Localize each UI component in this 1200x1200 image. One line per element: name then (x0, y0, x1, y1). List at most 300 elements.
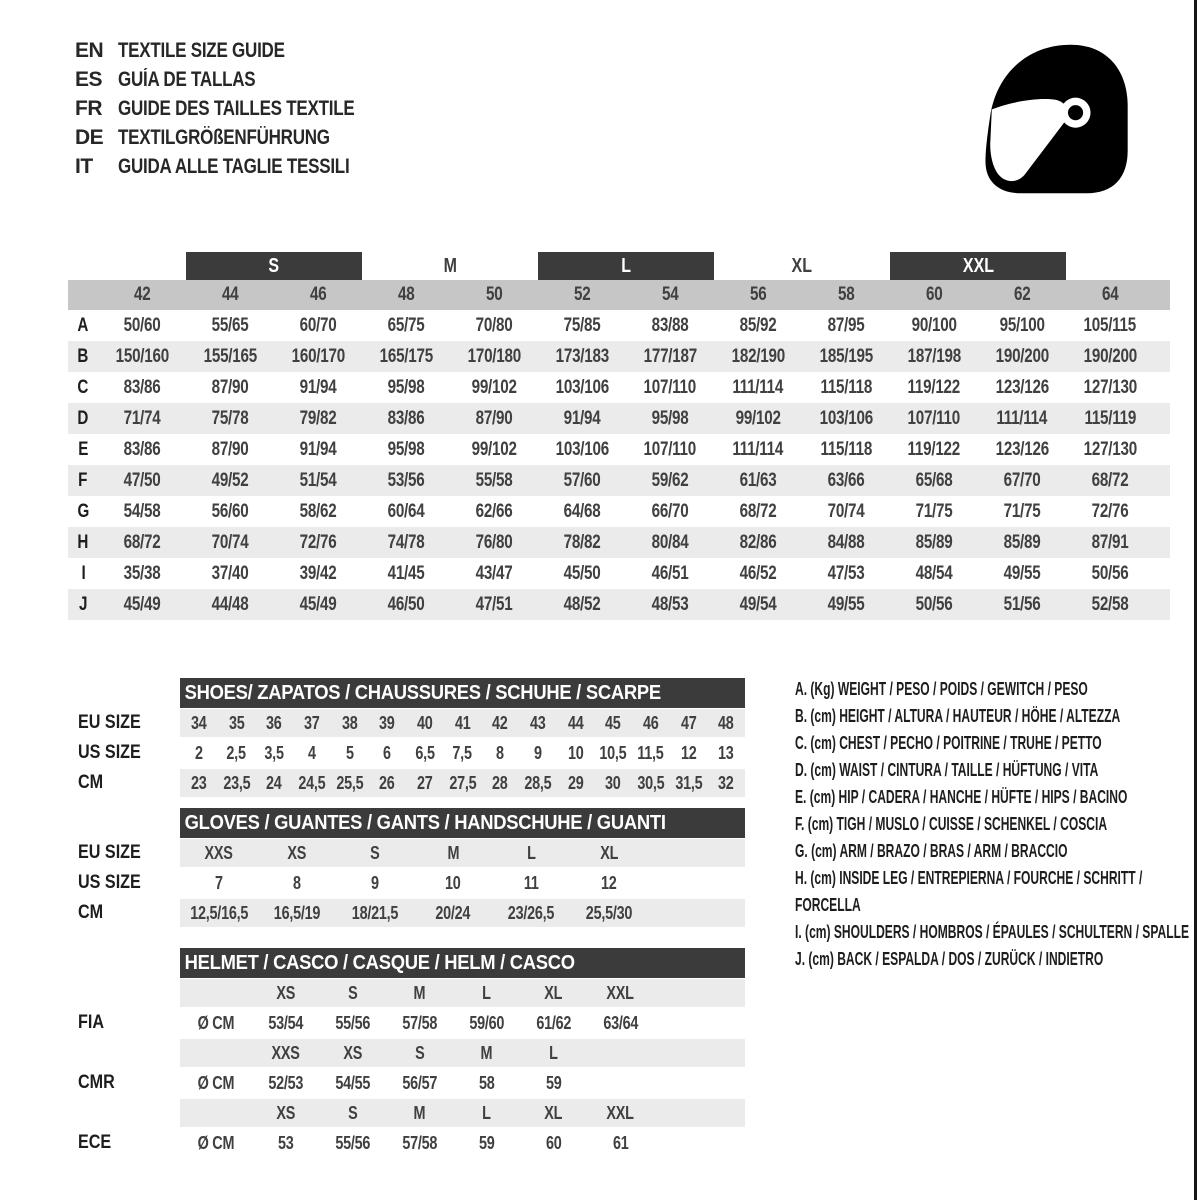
language-code: FR (75, 96, 102, 120)
shoes-value-text: 12 (680, 742, 697, 763)
size-value (186, 403, 274, 434)
helmet-value-text: 53 (277, 1132, 294, 1153)
language-code: ES (75, 67, 103, 91)
helmet-value-text: 59 (545, 1072, 562, 1093)
helmet-size-header-text: S (347, 982, 358, 1003)
helmet-size-header-text: L (549, 1042, 558, 1063)
size-value-text: 83/88 (651, 314, 689, 336)
row-label-e (68, 434, 98, 465)
shoes-value (368, 709, 406, 737)
unit-spacer (180, 1099, 252, 1127)
size-value-text: 75/78 (211, 407, 249, 429)
gloves-value (570, 869, 648, 897)
helmet-size-header-text: XS (276, 1102, 295, 1123)
size-value (1066, 496, 1154, 527)
shoes-value (594, 709, 632, 737)
shoes-rows (78, 708, 748, 798)
numeric-size-header-row (68, 280, 1170, 310)
gloves-value-text: 7 (215, 872, 223, 893)
size-value-text: 160/170 (291, 345, 345, 367)
size-value (98, 310, 186, 341)
standard-label-fia (78, 1012, 180, 1034)
shoes-value (707, 739, 745, 767)
row-label-b (68, 341, 98, 372)
size-value (362, 372, 450, 403)
size-value (626, 341, 714, 372)
diameter-unit-text: Ø CM (197, 1132, 235, 1153)
size-value (890, 434, 978, 465)
size-value-text: 45/49 (299, 593, 337, 615)
shoes-value (293, 769, 331, 797)
size-value (362, 310, 450, 341)
size-value-text: 59/62 (651, 469, 689, 491)
gloves-title-bar (180, 808, 745, 838)
size-value-text: 55/65 (211, 314, 249, 336)
guide-title-en: TEXTILE SIZE GUIDE (118, 38, 285, 62)
size-value (362, 434, 450, 465)
table-row-c (68, 372, 1170, 403)
column-header-44 (186, 280, 274, 310)
size-value-text: 103/106 (819, 407, 873, 429)
gloves-row-cm (78, 898, 748, 928)
gloves-band (180, 869, 745, 897)
gloves-value (258, 899, 336, 927)
column-header-44-text: 44 (221, 284, 239, 305)
shoes-value (255, 739, 293, 767)
size-value-text: 177/187 (643, 345, 697, 367)
guide-title-it: GUIDA ALLE TAGLIE TESSILI (118, 154, 350, 178)
shoes-value-text: 39 (379, 712, 395, 733)
shoes-value (180, 769, 218, 797)
size-value-text: 46/51 (651, 562, 689, 584)
gloves-value (570, 839, 648, 867)
helmet-value-text: 53/54 (268, 1012, 303, 1033)
guide-title-es: GUÍA DE TALLAS (118, 67, 256, 91)
language-row-it (75, 152, 410, 181)
size-value (802, 496, 890, 527)
shoes-value-text: 7,5 (452, 742, 473, 763)
diameter-unit (180, 1009, 252, 1037)
size-value-text: 87/90 (475, 407, 513, 429)
shoes-value-text: 35 (228, 712, 245, 733)
shoes-value (707, 769, 745, 797)
helmet-size-header (319, 1099, 386, 1127)
size-value (978, 465, 1066, 496)
size-value-text: 56/60 (211, 500, 249, 522)
shoes-value (444, 739, 482, 767)
row-label-h-text: H (77, 531, 89, 553)
size-group-l-text: L (621, 254, 631, 277)
shoes-value (406, 739, 444, 767)
gloves-row-label-text: US SIZE (78, 872, 141, 893)
helmet-section (78, 948, 748, 1158)
size-value-text: 95/98 (387, 376, 425, 398)
table-row-d (68, 403, 1170, 434)
size-value (802, 527, 890, 558)
gloves-value (492, 839, 570, 867)
column-header-62 (978, 280, 1066, 310)
shoes-value-text: 34 (191, 712, 207, 733)
shoes-value-text: 6 (383, 742, 392, 763)
size-value (890, 403, 978, 434)
size-value-text: 111/114 (732, 376, 784, 398)
helmet-title: HELMET / CASCO / CASQUE / HELM / CASCO (184, 951, 575, 974)
size-value-text: 50/60 (123, 314, 161, 336)
language-row-de (75, 123, 410, 152)
size-value-text: 47/53 (827, 562, 865, 584)
helmet-size-header-text: XXL (606, 1102, 635, 1123)
helmet-size-header (453, 1039, 520, 1067)
gloves-value-text: 16,5/19 (273, 902, 321, 923)
size-value-text: 58/62 (299, 500, 337, 522)
size-value (890, 372, 978, 403)
shoes-row-eu-size (78, 708, 748, 738)
size-value-text: 75/85 (563, 314, 601, 336)
size-value-text: 44/48 (211, 593, 249, 615)
gloves-value (336, 839, 414, 867)
standard-label-ece (78, 1132, 180, 1154)
size-value-text: 103/106 (555, 438, 609, 460)
size-value-text: 119/122 (907, 438, 961, 460)
shoes-value-text: 23,5 (222, 772, 251, 793)
size-value-text: 45/50 (563, 562, 601, 584)
language-code: IT (75, 154, 93, 178)
shoes-value-text: 28,5 (524, 772, 552, 793)
helmet-values-row-ece (78, 1128, 748, 1158)
size-value-text: 45/49 (123, 593, 161, 615)
helmet-size-header (587, 1099, 654, 1127)
size-group-xxl (890, 252, 1066, 280)
helmet-size-header-text: XS (343, 1042, 362, 1063)
size-value (626, 372, 714, 403)
shoes-value-text: 24 (266, 772, 282, 793)
size-value-text: 47/51 (475, 593, 513, 615)
helmet-sizes-row-cmr (78, 1038, 748, 1068)
gloves-value-text: 8 (293, 872, 301, 893)
shoes-value (368, 769, 406, 797)
diameter-unit-text: Ø CM (197, 1012, 235, 1033)
row-label-g (68, 496, 98, 527)
helmet-size-header (520, 979, 587, 1007)
helmet-value (453, 1069, 520, 1097)
shoes-value (481, 769, 519, 797)
measurement-legend (795, 676, 1197, 973)
size-value-text: 190/200 (995, 345, 1049, 367)
size-value (274, 465, 362, 496)
size-value-text: 80/84 (651, 531, 689, 553)
table-row-j (68, 589, 1170, 620)
size-value-text: 84/88 (827, 531, 865, 553)
row-label-g-text: G (77, 500, 89, 522)
helmet-size-header (386, 1039, 453, 1067)
size-value-text: 51/56 (1003, 593, 1041, 615)
gloves-value (258, 869, 336, 897)
size-value-text: 91/94 (563, 407, 601, 429)
size-value-text: 90/100 (911, 314, 957, 336)
shoes-value-text: 38 (341, 712, 358, 733)
size-value (714, 465, 802, 496)
helmet-size-header (386, 979, 453, 1007)
helmet-value (252, 1009, 319, 1037)
size-value (978, 403, 1066, 434)
helmet-value-text: 63/64 (603, 1012, 638, 1033)
size-value (1066, 403, 1154, 434)
size-value-text: 170/180 (467, 345, 521, 367)
size-value (802, 341, 890, 372)
helmet-value (386, 1129, 453, 1157)
size-value (890, 527, 978, 558)
shoes-title-bar (180, 678, 745, 708)
size-value-text: 190/200 (1083, 345, 1137, 367)
table-row-g (68, 496, 1170, 527)
gloves-row-label (78, 842, 180, 864)
column-header-42-text: 42 (133, 284, 151, 305)
size-value (362, 589, 450, 620)
column-header-60 (890, 280, 978, 310)
shoes-value-text: 32 (718, 772, 734, 793)
column-header-58 (802, 280, 890, 310)
size-value (714, 403, 802, 434)
size-value-text: 60/64 (387, 500, 425, 522)
size-value-text: 48/54 (915, 562, 953, 584)
size-value (626, 496, 714, 527)
size-value (626, 589, 714, 620)
size-value-text: 115/119 (1084, 407, 1136, 429)
size-value (802, 558, 890, 589)
shoes-value-text: 26 (379, 772, 395, 793)
size-group-xl-text: XL (791, 254, 813, 277)
size-value-text: 43/47 (475, 562, 513, 584)
size-value (890, 589, 978, 620)
helmet-size-header-text: M (413, 982, 426, 1003)
helmet-rows (78, 978, 748, 1158)
size-value-text: 68/72 (1091, 469, 1129, 491)
size-value (450, 310, 538, 341)
size-value-text: 185/195 (819, 345, 873, 367)
gloves-value-text: 20/24 (435, 902, 471, 923)
size-value (538, 527, 626, 558)
size-value (802, 403, 890, 434)
helmet-value (319, 1009, 386, 1037)
size-group-l (538, 252, 714, 280)
size-value (362, 496, 450, 527)
helmet-size-header-text: S (414, 1042, 425, 1063)
size-value-text: 123/126 (995, 376, 1049, 398)
helmet-value (453, 1129, 520, 1157)
gloves-value-text: 12 (601, 872, 617, 893)
shoes-value (670, 709, 708, 737)
shoes-value-text: 48 (718, 712, 734, 733)
size-value (978, 496, 1066, 527)
shoes-value (632, 709, 670, 737)
size-value-text: 41/45 (387, 562, 425, 584)
size-value (714, 527, 802, 558)
size-value-text: 95/98 (387, 438, 425, 460)
row-label-d (68, 403, 98, 434)
size-value (978, 527, 1066, 558)
size-value-text: 50/56 (1091, 562, 1129, 584)
size-value (450, 558, 538, 589)
gloves-rows (78, 838, 748, 928)
size-value-text: 35/38 (123, 562, 161, 584)
table-row-h (68, 527, 1170, 558)
size-group-s (186, 252, 362, 280)
helmet-size-header (453, 979, 520, 1007)
shoes-value-text: 41 (454, 712, 471, 733)
size-value (450, 589, 538, 620)
guide-title-fr: GUIDE DES TAILLES TEXTILE (118, 96, 355, 120)
table-row-b (68, 341, 1170, 372)
helmet-values-row-fia (78, 1008, 748, 1038)
size-value (274, 403, 362, 434)
size-value-text: 85/89 (1003, 531, 1041, 553)
size-value (450, 403, 538, 434)
size-value (714, 372, 802, 403)
size-value (98, 465, 186, 496)
size-value-text: 123/126 (995, 438, 1049, 460)
size-value-text: 72/76 (299, 531, 337, 553)
language-code: EN (75, 38, 104, 62)
legend-item-c: C. (cm) CHEST / PECHO / POITRINE / TRUHE / PETTO (795, 733, 1102, 753)
size-value-text: 55/58 (475, 469, 513, 491)
language-row-fr (75, 94, 410, 123)
helmet-size-header (386, 1099, 453, 1127)
helmet-value (587, 1009, 654, 1037)
size-value-text: 54/58 (123, 500, 161, 522)
column-header-56-text: 56 (749, 284, 767, 305)
size-value-text: 83/86 (387, 407, 425, 429)
diameter-unit-text: Ø CM (197, 1072, 235, 1093)
size-value (274, 496, 362, 527)
helmet-size-header (319, 979, 386, 1007)
size-value-text: 115/118 (820, 438, 872, 460)
language-row-en (75, 36, 410, 65)
helmet-value-text: 59 (478, 1132, 495, 1153)
size-value (274, 558, 362, 589)
size-value (1066, 465, 1154, 496)
size-value-text: 95/98 (651, 407, 689, 429)
size-value-text: 68/72 (739, 500, 777, 522)
shoes-value-text: 44 (567, 712, 584, 733)
size-value (978, 434, 1066, 465)
shoes-value-text: 42 (492, 712, 508, 733)
gloves-value-text: XL (600, 842, 618, 863)
row-label-a-text: A (77, 314, 89, 336)
shoes-value-text: 2 (194, 742, 203, 763)
gloves-row-label (78, 902, 180, 924)
shoes-value (444, 769, 482, 797)
size-value-text: 71/74 (123, 407, 161, 429)
size-value (1066, 310, 1154, 341)
shoes-value-text: 2,5 (226, 742, 247, 763)
size-value-text: 57/60 (563, 469, 601, 491)
size-value (978, 310, 1066, 341)
gloves-value (180, 869, 258, 897)
shoes-value (670, 769, 708, 797)
size-value-text: 83/86 (123, 376, 161, 398)
shoes-value-text: 40 (417, 712, 433, 733)
shoes-value (594, 769, 632, 797)
size-value-text: 99/102 (735, 407, 781, 429)
size-value (186, 589, 274, 620)
gloves-value (180, 839, 258, 867)
shoes-value (519, 709, 557, 737)
helmet-values-band (180, 1129, 745, 1157)
helmet-values-band (180, 1009, 745, 1037)
size-value-text: 105/115 (1083, 314, 1137, 336)
shoes-value-text: 23 (191, 772, 207, 793)
column-header-48 (362, 280, 450, 310)
size-value-text: 48/52 (563, 593, 601, 615)
size-value (1066, 434, 1154, 465)
size-value-text: 155/165 (203, 345, 257, 367)
size-value-text: 72/76 (1091, 500, 1129, 522)
table-row-a (68, 310, 1170, 341)
shoes-value (255, 709, 293, 737)
gloves-value-text: 11 (523, 872, 539, 893)
shoes-value-text: 27 (417, 772, 433, 793)
standard-label-fia-text: FIA (78, 1012, 105, 1033)
size-value (274, 434, 362, 465)
diameter-unit (180, 1129, 252, 1157)
shoes-band (180, 739, 745, 767)
shoes-value (331, 739, 369, 767)
size-value (538, 589, 626, 620)
size-value (98, 589, 186, 620)
size-value (362, 527, 450, 558)
size-value (450, 465, 538, 496)
gloves-value (336, 869, 414, 897)
gloves-value (492, 899, 570, 927)
legend-item-h: H. (cm) INSIDE LEG / ENTREPIERNA / FOURCHE / SCHRITT / FORCELLA (795, 868, 1143, 915)
size-value (538, 372, 626, 403)
column-header-42 (98, 280, 186, 310)
language-row-es (75, 65, 410, 94)
shoes-value (594, 739, 632, 767)
unit-spacer (180, 1039, 252, 1067)
shoes-row-cm (78, 768, 748, 798)
helmet-sizes-band (180, 1099, 745, 1127)
helmet-value-text: 61 (612, 1132, 629, 1153)
shoes-value (368, 739, 406, 767)
size-value-text: 46/52 (739, 562, 777, 584)
column-header-48-text: 48 (397, 284, 415, 305)
size-value-text: 49/55 (1003, 562, 1041, 584)
size-value-text: 187/198 (907, 345, 961, 367)
helmet-size-header (252, 1099, 319, 1127)
size-value (98, 372, 186, 403)
right-edge-line (1194, 0, 1197, 1200)
size-value (626, 434, 714, 465)
legend-item-b: B. (cm) HEIGHT / ALTURA / HAUTEUR / HÖHE / ALTEZZA (795, 706, 1121, 726)
helmet-size-header (252, 979, 319, 1007)
size-value-text: 150/160 (115, 345, 169, 367)
size-value (890, 558, 978, 589)
size-value-text: 46/50 (387, 593, 425, 615)
helmet-size-header-text: S (347, 1102, 358, 1123)
helmet-value-text: 57/58 (402, 1012, 437, 1033)
shoes-value (557, 769, 595, 797)
size-value (890, 310, 978, 341)
shoes-value (632, 739, 670, 767)
size-value (362, 465, 450, 496)
helmet-value (520, 1069, 587, 1097)
shoes-row-label (78, 712, 180, 734)
shoes-value (557, 739, 595, 767)
shoes-value-text: 29 (567, 772, 584, 793)
row-label-b-text: B (77, 345, 89, 367)
legend-item-g: G. (cm) ARM / BRAZO / BRAS / ARM / BRACCIO (795, 841, 1068, 861)
